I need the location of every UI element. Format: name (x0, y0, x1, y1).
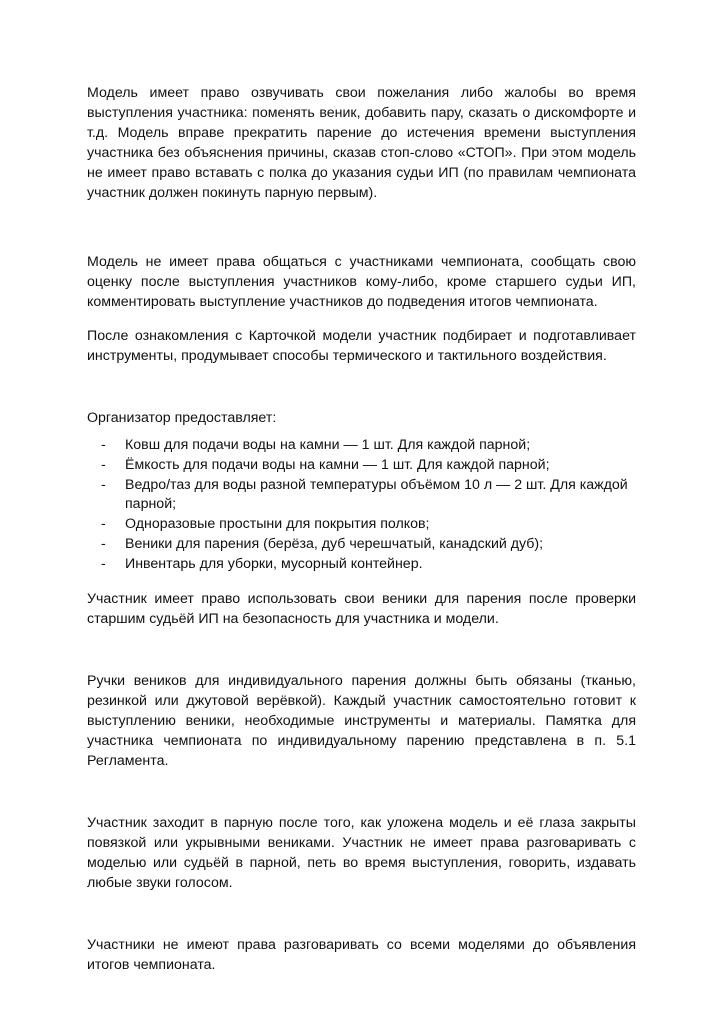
bullet-dash: - (101, 516, 106, 533)
list-item-text: Веники для парения (берёза, дуб черешчатый, канадский дуб); (125, 535, 544, 552)
list-item-text: Ёмкость для подачи воды на камни — 1 шт. Для каждой парной; (125, 456, 550, 473)
spacer (87, 203, 636, 252)
organizer-list-heading: Организатор предоставляет: (87, 410, 277, 426)
spacer (87, 312, 636, 326)
list-item-text: Одноразовые простыни для покрытия полков; (125, 516, 430, 533)
document-page (87, 83, 636, 975)
paragraph-model-restrictions: Модель не имеет права общаться с участниками чемпионата, сообщать свою оценку после выступления участников кому-либо, кроме старшего судьи ИП, комментировать выступление участников до подведения итогов чемпионата. (87, 254, 636, 310)
list-item (101, 515, 636, 535)
spacer (87, 366, 636, 408)
spacer (87, 893, 636, 935)
spacer (87, 575, 636, 589)
list-item (101, 555, 636, 575)
list-item (101, 476, 636, 516)
list-item (101, 436, 636, 456)
paragraph-broom-handles: Ручки веников для индивидуального парения должны быть обязаны (тканью, резинкой или джутовой верёвкой). Каждый участник самостоятельно готовит к выступлению веники, необходимые инструменты и материалы. Памятка для участника чемпионата по индивидуальному парению представлена в п. 5.1 Регламента. (87, 672, 636, 769)
bullet-dash: - (101, 476, 106, 493)
list-item (101, 535, 636, 555)
organizer-list (87, 436, 636, 575)
bullet-dash: - (101, 535, 106, 552)
spacer (87, 629, 636, 671)
paragraph-own-brooms: Участник имеет право использовать свои веники для парения после проверки старшим судьёй ИП на безопасность для участника и модели. (87, 590, 636, 627)
list-item-text: Ковш для подачи воды на камни — 1 шт. Для каждой парной; (125, 437, 531, 453)
bullet-dash: - (101, 437, 106, 453)
bullet-dash: - (101, 456, 106, 473)
list-item-text: Ведро/таз для воды разной температуры объёмом 10 л — 2 шт. Для каждой парной; (125, 476, 628, 513)
paragraph-entering-steam-room: Участник заходит в парную после того, как уложена модель и её глаза закрыты повязкой или укрывными вениками. Участник не имеет права разговаривать с моделью или судьёй в парной, петь во время выступления, говорить, издавать любые звуки голосом. (87, 814, 636, 891)
paragraph-no-talking-to-models: Участники не имеют права разговаривать со всеми моделями до объявления итогов чемпионата. (87, 936, 636, 973)
bullet-dash: - (101, 555, 106, 572)
spacer (87, 771, 636, 813)
list-item-text: Инвентарь для уборки, мусорный контейнер. (125, 555, 423, 572)
paragraph-model-rights: Модель имеет право озвучивать свои пожелания либо жалобы во время выступления участника: поменять веник, добавить пару, сказать о дискомфорте и т.д. Модель вправе прекратить парение до истечения времени выступления участника без объяснения причины, сказав стоп-слово «СТОП». При этом модель не имеет право вставать с полка до указания судьи ИП (по правилам чемпионата участник должен покинуть парную первым). (87, 85, 636, 201)
list-item (101, 456, 636, 476)
paragraph-tools-preparation: После ознакомления с Карточкой модели участник подбирает и подготавливает инструменты, продумывает способы термического и тактильного воздействия. (87, 328, 636, 364)
